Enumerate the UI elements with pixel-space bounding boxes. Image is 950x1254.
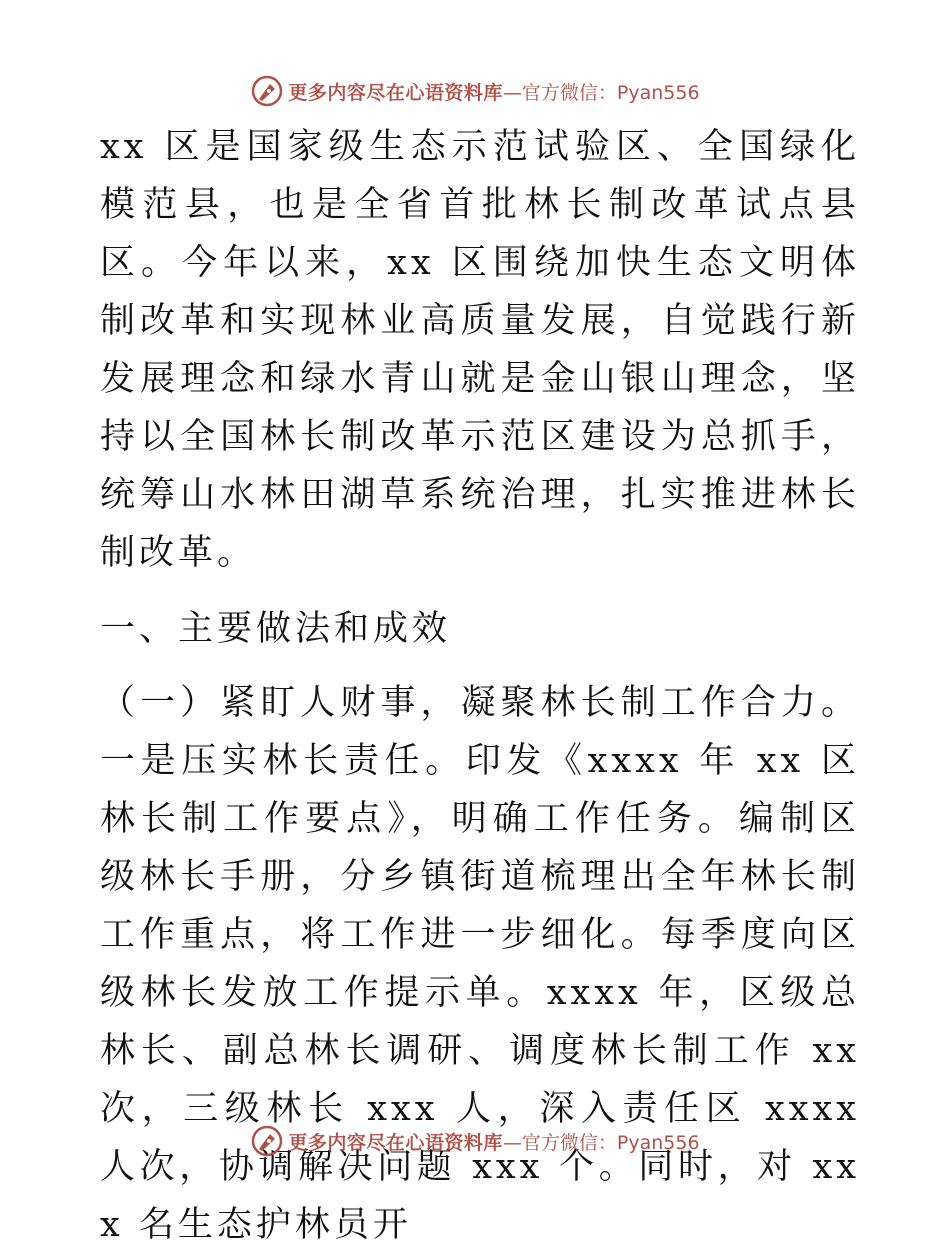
document-body — [100, 118, 860, 1254]
watermark-lead-text: 更多内容尽在心语资料库 — [288, 81, 503, 104]
watermark-tail-text: —官方微信：Pyan556 — [502, 1131, 700, 1154]
watermark-lead-text: 更多内容尽在心语资料库 — [288, 1131, 503, 1154]
header-watermark — [0, 74, 950, 108]
section-heading: 一、主要做法和成效 — [100, 609, 452, 649]
pen-nib-logo-icon — [250, 1124, 284, 1158]
section-paragraph: （一）紧盯人财事，凝聚林长制工作合力。一是压实林长责任。印发《xxxx 年 xx 区林长制工作要点》，明确工作任务。编制区级林长手册，分乡镇街道梳理出全年林长制工作重点，将工作进一步细化。每季度向区级林长发放工作提示单。xxxx 年，区级总林长、副总林长调研、调度林长制工作 xx 次，三级林长 xxx 人，深入责任区 xxxx 人次，协调解决问题 xxx 个。同时，对 xxx 名生态护林员开 — [100, 683, 860, 1245]
pen-nib-logo-icon — [250, 74, 284, 108]
footer-watermark — [0, 1124, 950, 1158]
intro-paragraph: xx 区是国家级生态示范试验区、全国绿化模范县，也是全省首批林长制改革试点县区。今年以来，xx 区围绕加快生态文明体制改革和实现林业高质量发展，自觉践行新发展理念和绿水青山就是金山银山理念，坚持以全国林长制改革示范区建设为总抓手，统筹山水林田湖草系统治理，扎实推进林长制改革。 — [100, 127, 860, 573]
watermark-tail-text: —官方微信：Pyan556 — [502, 81, 700, 104]
